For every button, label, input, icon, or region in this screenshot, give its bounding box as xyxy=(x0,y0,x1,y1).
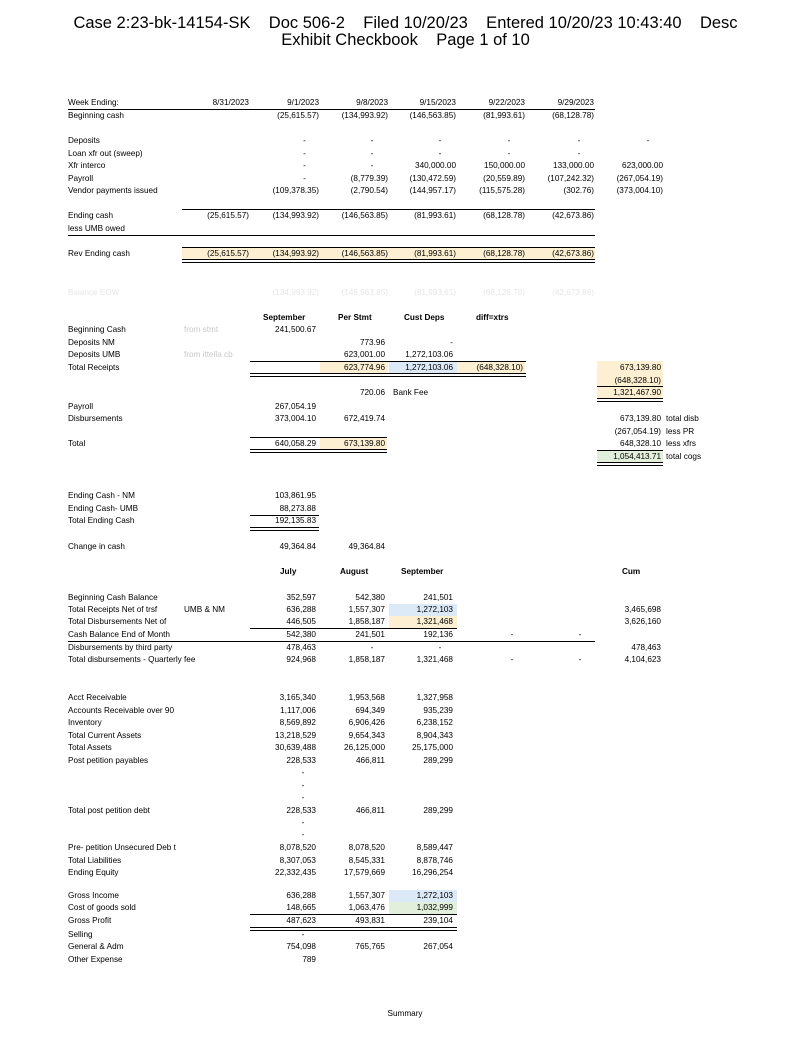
cell: 241,501 xyxy=(355,630,385,639)
cell: 17,579,669 xyxy=(344,868,385,877)
cell: - xyxy=(301,818,305,827)
cell: 623,000.00 xyxy=(622,161,663,170)
cell: (146,563.85) xyxy=(341,288,388,297)
row-label: General & Adm xyxy=(68,942,124,951)
cell: 3,626,160 xyxy=(624,617,661,626)
cell: (144,957.17) xyxy=(409,186,456,195)
cell: 4,104,623 xyxy=(624,655,661,664)
cell: 765,765 xyxy=(355,942,385,951)
row-label: Vendor payments issued xyxy=(68,186,158,195)
week-date: 9/15/2023 xyxy=(419,98,456,107)
cell: 241,501 xyxy=(423,593,453,602)
cell: 1,063,476 xyxy=(348,903,385,912)
cell: (267,054.19) xyxy=(614,427,661,436)
cell: 289,299 xyxy=(423,756,453,765)
row-label: Pre- petition Unsecured Deb t xyxy=(68,843,176,852)
cell: 3,165,340 xyxy=(279,693,316,702)
cell: 648,328.10 xyxy=(620,439,661,448)
week-date: 9/22/2023 xyxy=(488,98,525,107)
total-rule xyxy=(597,450,663,451)
cell: 478,463 xyxy=(286,643,316,652)
cell: 267,054 xyxy=(423,942,453,951)
cell: - xyxy=(303,174,306,183)
cell: (134,993.92) xyxy=(272,211,319,220)
cell: - xyxy=(438,136,442,145)
row-label: Total Ending Cash xyxy=(68,516,135,525)
cell: - xyxy=(301,781,305,790)
row-label: Change in cash xyxy=(68,542,125,551)
source-note: from ittella cb xyxy=(184,350,233,359)
header-rule xyxy=(68,109,595,110)
cell: (81,993.61) xyxy=(414,288,456,297)
cell: 8,078,520 xyxy=(348,843,385,852)
week-ending-label: Week Ending: xyxy=(68,98,119,107)
cell: 26,125,000 xyxy=(344,743,385,752)
cell: 623,774.96 xyxy=(344,363,385,372)
row-label: Total xyxy=(68,439,86,448)
cell: - xyxy=(370,161,374,170)
col-header: July xyxy=(280,567,297,576)
row-label: Ending Cash - NM xyxy=(68,491,135,500)
week-date: 9/8/2023 xyxy=(356,98,388,107)
cell: 13,218,529 xyxy=(275,731,316,740)
cell: 636,288 xyxy=(286,891,316,900)
cell: (115,575.28) xyxy=(479,186,525,195)
cell: 228,533 xyxy=(286,756,316,765)
cell: 1,327,958 xyxy=(416,693,453,702)
row-sublabel: UMB & NM xyxy=(184,605,225,614)
cell: 289,299 xyxy=(423,806,453,815)
row-label: Beginning cash xyxy=(68,111,124,120)
cell: 493,831 xyxy=(355,916,385,925)
cell: 22,332,435 xyxy=(275,868,316,877)
cell: 3,465,698 xyxy=(624,605,661,614)
cell: - xyxy=(450,338,453,347)
row-label: Disbursements by third party xyxy=(68,643,173,652)
week-date: 9/1/2023 xyxy=(287,98,319,107)
cell: 148,665 xyxy=(286,903,316,912)
cell: 1,321,467.90 xyxy=(613,388,661,397)
cell: - xyxy=(577,136,581,145)
cell: 1,117,006 xyxy=(280,706,316,715)
cell: - xyxy=(438,643,442,652)
cell: (25,615.57) xyxy=(207,211,249,220)
cell: 133,000.00 xyxy=(553,161,594,170)
cell: 1,953,568 xyxy=(348,693,385,702)
double-rule xyxy=(250,449,387,453)
row-label: Cost of goods sold xyxy=(68,903,136,912)
cell: (20,559.89) xyxy=(483,174,525,183)
double-rule xyxy=(597,462,663,466)
cell: 1,032,999 xyxy=(416,903,453,912)
col-header: August xyxy=(340,567,369,576)
row-label: Rev Ending cash xyxy=(68,249,130,258)
cell: - xyxy=(370,643,374,652)
row-label: Total Current Assets xyxy=(68,731,142,740)
row-label: Total Receipts xyxy=(68,363,120,372)
row-label: Total disbursements - Quarterly fee xyxy=(68,655,196,664)
row-label: Gross Income xyxy=(68,891,119,900)
cell: 49,364.84 xyxy=(348,542,385,551)
total-rule xyxy=(250,914,457,915)
cell: (68,128.78) xyxy=(552,111,594,120)
section-rule xyxy=(68,235,595,236)
cell: (134,993.92) xyxy=(272,288,319,297)
cell: 1,321,468 xyxy=(416,655,453,664)
cell: (68,128.78) xyxy=(483,288,525,297)
row-label: Deposits NM xyxy=(68,338,115,347)
case-header-line: Case 2:23-bk-14154-SK Doc 506-2 Filed 10/20/23 Entered 10/20/23 10:43:40 Desc xyxy=(73,14,738,32)
row-label: Ending Cash- UMB xyxy=(68,504,139,513)
total-rule xyxy=(250,628,457,629)
cell: - xyxy=(301,768,305,777)
cell: 1,054,413.71 xyxy=(613,452,661,461)
cell: 1,321,468 xyxy=(416,617,453,626)
cell: 228,533 xyxy=(286,806,316,815)
total-rule xyxy=(182,209,595,210)
row-label: Gross Profit xyxy=(68,916,112,925)
cell: - xyxy=(303,161,306,170)
cell: 720.06 xyxy=(359,388,385,397)
cell: 192,135.83 xyxy=(275,516,316,525)
col-header: Cust Deps xyxy=(404,313,445,322)
cell: 8,569,892 xyxy=(279,718,316,727)
note-label: less PR xyxy=(666,427,695,436)
row-label: Loan xfr out (sweep) xyxy=(68,149,143,158)
col-header: Cum xyxy=(622,567,641,576)
cell: (146,563.85) xyxy=(341,211,388,220)
cell: 466,811 xyxy=(356,806,385,815)
row-label: Beginning Cash xyxy=(68,325,126,334)
cell: 8,878,746 xyxy=(416,856,453,865)
cell: 935,239 xyxy=(423,706,453,715)
note-label: total cogs xyxy=(666,452,702,461)
row-label: Cash Balance End of Month xyxy=(68,630,170,639)
cell: 1,858,187 xyxy=(348,655,385,664)
cell: - xyxy=(301,930,305,939)
col-header: Per Stmt xyxy=(338,313,372,322)
cell: 340,000.00 xyxy=(415,161,456,170)
cell: - xyxy=(578,655,582,664)
cell: 672,419.74 xyxy=(344,414,385,423)
cell: 192,136 xyxy=(423,630,453,639)
cell: (68,128.78) xyxy=(483,211,525,220)
cell: (8,779.39) xyxy=(350,174,388,183)
cell: (648,328.10) xyxy=(476,363,523,372)
row-label: Other Expense xyxy=(68,955,123,964)
row-label: Total post petition debt xyxy=(68,806,150,815)
cell: (68,128.78) xyxy=(483,249,525,258)
cell: 789 xyxy=(302,955,316,964)
cell: (107,242.32) xyxy=(547,174,594,183)
double-rule xyxy=(250,373,526,377)
col-header: September xyxy=(263,313,306,322)
cell: 1,272,103 xyxy=(416,605,453,614)
week-date: 9/29/2023 xyxy=(557,98,594,107)
row-label: Accounts Receivable over 90 xyxy=(68,706,175,715)
cell: 267,054.19 xyxy=(275,402,316,411)
cell: 623,001.00 xyxy=(344,350,385,359)
row-label: Deposits xyxy=(68,136,100,145)
source-note: from stmt xyxy=(184,325,219,334)
row-label: Payroll xyxy=(68,174,94,183)
cell: (81,993.61) xyxy=(414,211,456,220)
cell: - xyxy=(510,630,514,639)
cell: (134,993.92) xyxy=(272,249,319,258)
cell: (25,615.57) xyxy=(277,111,319,120)
cell: 636,288 xyxy=(286,605,316,614)
cell: - xyxy=(507,149,511,158)
week-date: 8/31/2023 xyxy=(212,98,249,107)
sheet-name: Summary xyxy=(387,1009,423,1018)
double-rule xyxy=(182,259,595,263)
cell: - xyxy=(301,830,305,839)
cell: 1,557,307 xyxy=(348,891,385,900)
row-label: Total Receipts Net of trsf xyxy=(68,605,158,614)
cell: 373,004.10 xyxy=(275,414,316,423)
cell: 1,272,103.06 xyxy=(405,350,453,359)
cell: - xyxy=(301,793,305,802)
cell: 1,557,307 xyxy=(348,605,385,614)
row-label: Deposits UMB xyxy=(68,350,121,359)
col-header: September xyxy=(401,567,444,576)
cell: 30,639,488 xyxy=(275,743,316,752)
cell: (81,993.61) xyxy=(483,111,525,120)
row-label: Beginning Cash Balance xyxy=(68,593,158,602)
cell: 8,545,331 xyxy=(348,856,385,865)
cell: 6,238,152 xyxy=(416,718,453,727)
cell: 542,380 xyxy=(355,593,385,602)
cell: 446,505 xyxy=(286,617,316,626)
cell: (302.76) xyxy=(563,186,594,195)
cell: 239,104 xyxy=(423,916,453,925)
cell: 103,861.95 xyxy=(275,491,316,500)
cell: 487,623 xyxy=(286,916,316,925)
note-label: less xfrs xyxy=(666,439,697,448)
row-label: Ending cash xyxy=(68,211,114,220)
cell: (648,328.10) xyxy=(614,376,661,385)
row-label: Payroll xyxy=(68,402,94,411)
row-label: Post petition payables xyxy=(68,756,149,765)
col-header: diff=xtrs xyxy=(476,313,509,322)
cell: (42,673.86) xyxy=(552,249,594,258)
cell: - xyxy=(370,136,374,145)
cell: 542,380 xyxy=(286,630,316,639)
cell: 754,098 xyxy=(286,942,316,951)
cell: 673,139.80 xyxy=(620,414,661,423)
row-label: Acct Receivable xyxy=(68,693,127,702)
row-label: Xfr interco xyxy=(68,161,106,170)
cell: (2,790.54) xyxy=(350,186,388,195)
cell: 8,589,447 xyxy=(416,843,453,852)
cell: - xyxy=(303,149,306,158)
cell: (134,993.92) xyxy=(341,111,388,120)
row-label: Balance EOW xyxy=(68,288,120,297)
row-label: Total Liabilities xyxy=(68,856,122,865)
cell: - xyxy=(438,149,442,158)
bank-fee-label: Bank Fee xyxy=(393,388,429,397)
cell: 16,296,254 xyxy=(412,868,453,877)
row-label: Total Disbursements Net of xyxy=(68,617,167,626)
cell: - xyxy=(370,149,374,158)
note-label: total disb xyxy=(666,414,699,423)
cell: - xyxy=(507,136,511,145)
cell: 694,349 xyxy=(355,706,385,715)
row-label: Inventory xyxy=(68,718,102,727)
cell: 466,811 xyxy=(356,756,385,765)
cell: 1,272,103 xyxy=(416,891,453,900)
cell: (146,563.85) xyxy=(409,111,456,120)
cell: - xyxy=(578,630,582,639)
cell: 8,904,343 xyxy=(416,731,453,740)
cell: 352,597 xyxy=(286,593,316,602)
cell: 640,058.29 xyxy=(275,439,316,448)
cell: 6,906,426 xyxy=(348,718,385,727)
cell: 1,858,187 xyxy=(348,617,385,626)
cell: 25,175,000 xyxy=(412,743,453,752)
cell: 673,139.80 xyxy=(620,363,661,372)
cell: (25,615.57) xyxy=(207,249,249,258)
row-label: less UMB owed xyxy=(68,224,125,233)
cell: 8,078,520 xyxy=(279,843,316,852)
cell: 1,272,103.06 xyxy=(405,363,453,372)
cell: (130,472.59) xyxy=(409,174,456,183)
cell: 8,307,053 xyxy=(279,856,316,865)
row-label: Disbursements xyxy=(68,414,123,423)
cell: 150,000.00 xyxy=(484,161,525,170)
cell: - xyxy=(510,655,514,664)
exhibit-page-line: Exhibit Checkbook Page 1 of 10 xyxy=(281,31,530,49)
cell: 241,500.67 xyxy=(275,325,316,334)
cell: (373,004.10) xyxy=(616,186,663,195)
double-rule xyxy=(250,527,319,531)
cell: 9,654,343 xyxy=(348,731,385,740)
section-rule xyxy=(68,641,595,642)
cell: - xyxy=(577,149,581,158)
total-rule xyxy=(182,247,595,248)
cell: 88,273.88 xyxy=(279,504,316,513)
cell: 773.96 xyxy=(359,338,385,347)
row-label: Total Assets xyxy=(68,743,112,752)
cell: - xyxy=(646,136,650,145)
cell: (109,378.35) xyxy=(272,186,319,195)
cell: (42,673.86) xyxy=(552,288,594,297)
cell: (146,563.85) xyxy=(341,249,388,258)
cell: 478,463 xyxy=(631,643,661,652)
cell: 924,968 xyxy=(286,655,316,664)
row-label: Selling xyxy=(68,930,93,939)
cell: (81,993.61) xyxy=(414,249,456,258)
cell: 673,139.80 xyxy=(344,439,385,448)
cell: - xyxy=(303,136,306,145)
total-rule xyxy=(597,386,663,387)
cell: 49,364.84 xyxy=(279,542,316,551)
row-label: Ending Equity xyxy=(68,868,119,877)
double-rule xyxy=(597,398,663,402)
cell: (267,054.19) xyxy=(616,174,663,183)
cell: (42,673.86) xyxy=(552,211,594,220)
